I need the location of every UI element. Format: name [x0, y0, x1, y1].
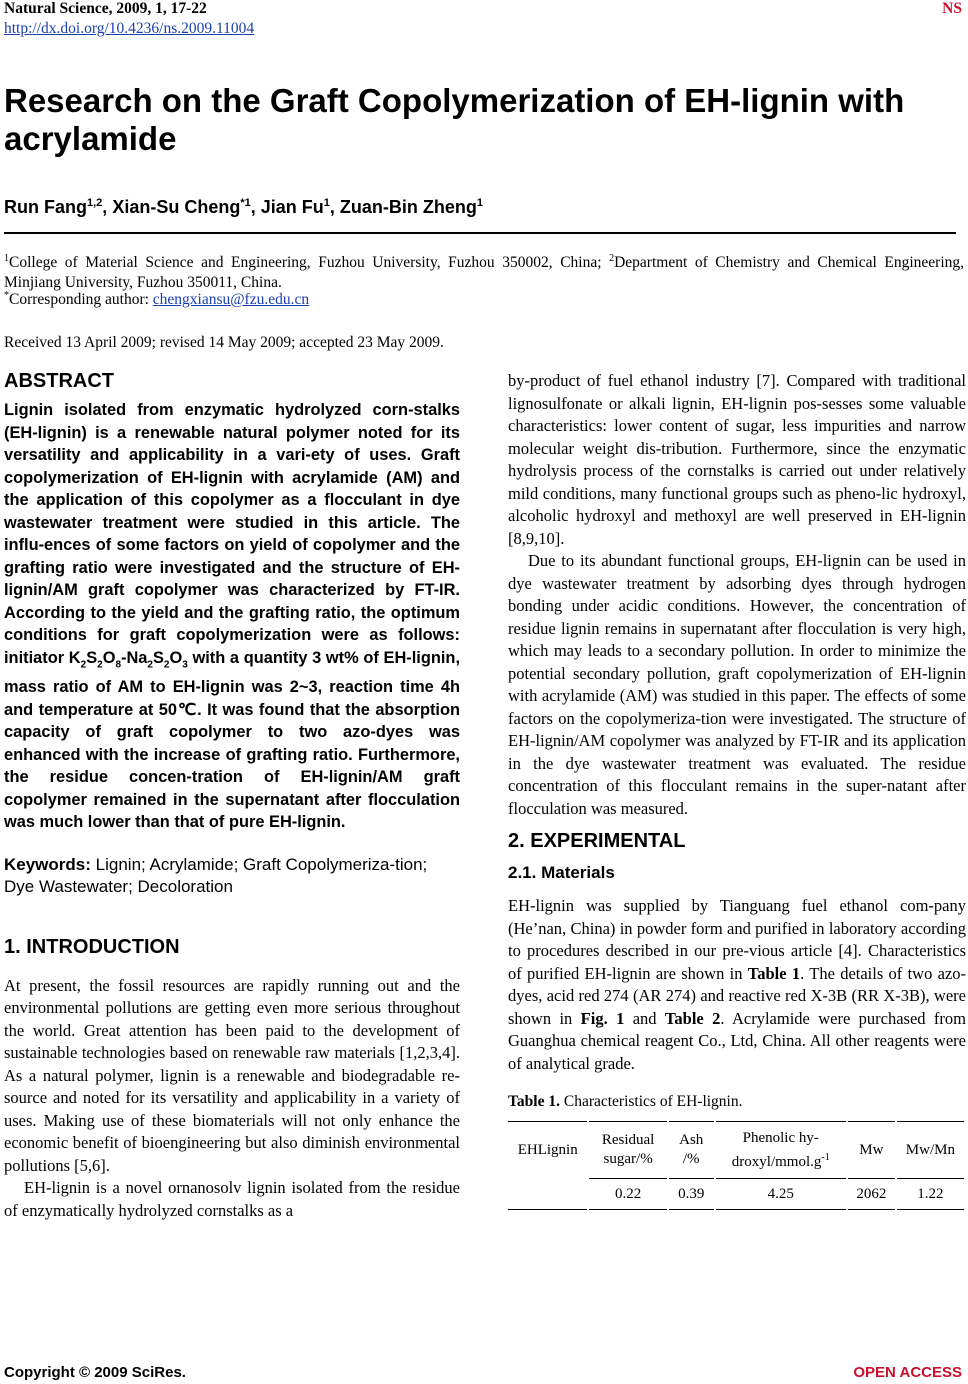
formula-sub: 2	[163, 658, 170, 670]
keywords-text: Lignin; Acrylamide; Graft Copolymeriza-tion; Dye Wastewater; Decoloration	[4, 854, 428, 896]
keywords-label: Keywords:	[4, 854, 91, 874]
table-header-cell	[669, 1122, 714, 1179]
table-reference[interactable]: Table 1	[747, 963, 801, 983]
corr-sup: *	[4, 290, 9, 301]
abstract-heading: ABSTRACT	[4, 370, 114, 392]
affil-sup: 2	[609, 253, 615, 264]
affiliation-2: Department of Chemistry and Chemical Engineering, Minjiang University, Fuzhou 350011, China.	[4, 254, 964, 292]
formula-element: S	[86, 648, 98, 667]
table-cell: 2062	[848, 1179, 895, 1210]
journal-code: NS	[942, 0, 962, 17]
intro-paragraph: Due to its abundant functional groups, EH-lignin can be used in dye wastewater treatment by adsorbing dyes through hydrogen bonding under acidic conditions. However, the concentration of residue lignin remains in supernatant after flocculation is very high, which may leads to a secondary pollution. In order to minimize the potential secondary pollution, graft copolymerization of EH-lignin with acrylamide (AM) was studied in this paper. The effects of some factors on the copolymeriza-tion were investigated. The structure of EH-lignin/AM copolymer was analyzed by FT-IR and its application in the dye wastewater treatment was evaluated. The residue concentration of this flocculant remains in the super-natant after flocculation was measured.	[508, 551, 966, 818]
right-column	[508, 370, 966, 1210]
left-column	[4, 370, 460, 1222]
text-part: and	[624, 1008, 665, 1028]
title-divider	[4, 232, 956, 234]
formula-element: S	[152, 648, 164, 667]
formula-element: O	[102, 648, 116, 667]
table-cell: 0.39	[669, 1179, 714, 1210]
keywords	[4, 854, 460, 898]
figure-reference[interactable]: Fig. 1	[580, 1008, 625, 1028]
table-header-cell: Mw	[848, 1122, 895, 1179]
table-header-cell	[716, 1122, 846, 1179]
author: Run Fang	[4, 197, 87, 217]
intro-paragraph: EH-lignin is a novel ornanosolv lignin isolated from the residue of enzymatically hydrolyzed cornstalks as a	[4, 1178, 460, 1220]
abstract-text	[4, 399, 460, 834]
table-header-cell: Mw/Mn	[897, 1122, 964, 1179]
caption-text: Characteristics of EH-lignin.	[559, 1093, 743, 1110]
author-separator: ,	[329, 197, 340, 217]
author-affil-sup: 1	[476, 197, 484, 209]
table-cell: 4.25	[716, 1179, 846, 1210]
table-cell: 1.22	[897, 1179, 964, 1210]
intro-paragraph-cont: by-product of fuel ethanol industry [7]. Compared with traditional lignosulfonate or alkali lignin, EH-lignin pos-sesses some valuable characteristics: lower content of sugar, less impurities and narrow molecular weight dis-tribution. Furthermore, since the enzymatic hydrolysis process of the cornstalks is carried out under relatively mild conditions, many functional groups such as pheno-lic hydroxyl, alcoholic hydroxyl and methoxyl are well preserved in EH-lignin [8,9,10].	[508, 371, 966, 548]
table1-caption	[508, 1093, 966, 1111]
author: Zuan-Bin Zheng	[339, 197, 477, 217]
email-link[interactable]: chengxiansu@fzu.edu.cn	[152, 291, 310, 309]
formula-element: -Na	[121, 648, 148, 667]
open-access-label: OPEN ACCESS	[853, 1364, 962, 1381]
caption-label: Table 1.	[508, 1093, 560, 1110]
copyright: Copyright © 2009 SciRes.	[4, 1364, 186, 1381]
author-affil-sup: 1,2	[87, 197, 103, 209]
abstract-part: Lignin isolated from enzymatic hydrolyzed corn-stalks (EH-lignin) is a renewable natural polymer noted for its versatility and applicability in a vari-ety of uses. Graft copolymerization of EH-lignin with acrylamide (AM) and the application of this copolymer as a flocculant in dye wastewater treatment were studied in this article. The influ-ences of some factors on yield of copolymer and the grafting ratio were investigated and the structure of EH-lignin/AM graft copolymer was characterized by FT-IR. According to the yield and the grafting ratio, the optimum conditions for graft copolymerization were as follows: initiator	[4, 401, 460, 667]
header-line: Phenolic hy-	[742, 1129, 819, 1146]
author-affil-sup: *1	[240, 197, 251, 209]
author-affil-sup: 1	[323, 197, 330, 209]
corresponding-author	[4, 290, 309, 309]
formula-sub: 2	[97, 658, 103, 670]
table-row-header-spacer	[508, 1179, 587, 1210]
paper-title: Research on the Graft Copolymerization of EH-lignin with acrylamide	[4, 82, 905, 157]
doi-link[interactable]: http://dx.doi.org/10.4236/ns.2009.11004	[4, 20, 255, 37]
table-reference[interactable]: Table 2	[664, 1008, 721, 1028]
affiliation-1: College of Material Science and Engineering, Fuzhou University, Fuzhou 350002, China;	[9, 254, 610, 272]
table1	[506, 1121, 966, 1210]
formula-sub: 8	[115, 658, 121, 670]
formula-element: O	[169, 648, 183, 667]
journal-citation: Natural Science, 2009, 1, 17-22	[4, 0, 207, 17]
corr-label: Corresponding author:	[9, 291, 153, 309]
table-header-cell	[589, 1122, 666, 1179]
header-line: Ash	[679, 1132, 704, 1148]
text-part: . The details of two azo-dyes, acid red 274 (AR 274) and reactive red X-3B (RR X-3B), were shown in	[508, 963, 967, 1028]
header-line: Residual	[601, 1132, 655, 1148]
affiliations	[4, 249, 964, 293]
header-line: droxyl/mmol.g	[731, 1153, 822, 1170]
table-cell: 0.22	[589, 1179, 666, 1210]
intro-heading: 1. INTRODUCTION	[4, 935, 180, 958]
intro-paragraph: At present, the fossil resources are rapidly running out and the environmental pollutions are getting even more serious throughout the world. Great attention has been paid to the development of sustainable technologies based on renewable raw materials [1,2,3,4]. As a natural polymer, lignin is a renewable and biodegradable re-source and noted for its versatility and applicability in a variety of uses. Making use of these biomaterials will not only enhance the economic benefit of bioengineering but also diminish environmental pollutions [5,6].	[4, 975, 460, 1175]
formula-sub: 2	[80, 658, 87, 670]
header-line: /%	[682, 1151, 700, 1167]
formula-element: K	[68, 648, 81, 667]
author-separator: ,	[102, 197, 113, 217]
materials-paragraph	[508, 895, 966, 1075]
experimental-heading: 2. EXPERIMENTAL	[508, 830, 686, 852]
affil-sup: 1	[4, 253, 9, 264]
author: Jian Fu	[260, 197, 324, 217]
author-separator: ,	[250, 197, 261, 217]
text-part: . Acrylamide were purchased from Guanghua chemical reagent Co., Ltd, China. All other reagents were of analytical grade.	[508, 1008, 966, 1073]
author-list	[4, 197, 483, 218]
formula-sub: 3	[182, 658, 188, 670]
formula-sub: 2	[147, 658, 153, 670]
received-dates: Received 13 April 2009; revised 14 May 2009; accepted 23 May 2009.	[4, 334, 444, 351]
header-line: sugar/%	[603, 1151, 653, 1167]
author: Xian-Su Cheng	[112, 197, 241, 217]
text-part: EH-lignin was supplied by Tianguang fuel ethanol com-pany (He’nan, China) in powder form and purified in laboratory according to procedures described in our pre-vious article [4]. Characteristics of purified EH-lignin are shown in	[508, 896, 966, 983]
table-row-header: EHLignin	[517, 1142, 578, 1158]
header-sup: -1	[821, 1151, 830, 1163]
abstract-part: with a quantity 3 wt% of EH-lignin, mass ratio of AM to EH-lignin was 2~3, reaction time 4h and temperature at 50℃. It was found that the absorption capacity of graft copolymer to two azo-dyes was enhanced with the increase of grafting ratio. Furthermore, the residue concen-tration of EH-lignin/AM graft copolymer remained in the supernatant after flocculation was much lower than that of pure EH-lignin.	[4, 648, 460, 832]
materials-heading: 2.1. Materials	[508, 863, 615, 882]
